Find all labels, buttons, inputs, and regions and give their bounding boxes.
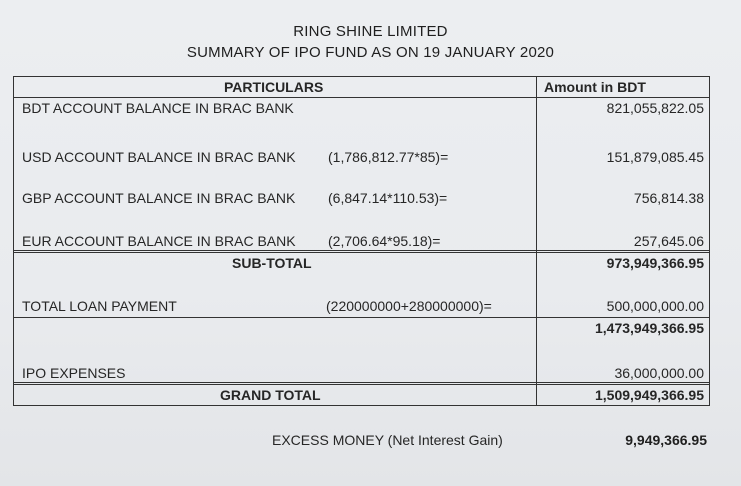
grand-total-divider <box>14 382 709 385</box>
grand-total-amount: 1,509,949,366.95 <box>595 387 704 403</box>
running-total-amount: 1,473,949,366.95 <box>595 320 704 336</box>
row-amount: 151,879,085.45 <box>606 149 704 165</box>
excess-money-label: EXCESS MONEY (Net Interest Gain) <box>272 432 503 448</box>
row-label: USD ACCOUNT BALANCE IN BRAC BANK <box>22 149 296 165</box>
row-label: GBP ACCOUNT BALANCE IN BRAC BANK <box>22 190 296 206</box>
row-amount: 257,645.06 <box>633 233 704 249</box>
header-particulars: PARTICULARS <box>224 79 324 95</box>
row-label: BDT ACCOUNT BALANCE IN BRAC BANK <box>22 100 294 116</box>
row-formula: (2,706.64*95.18)= <box>328 233 441 249</box>
fund-summary-table <box>13 76 710 406</box>
loan-label: TOTAL LOAN PAYMENT <box>22 298 177 314</box>
row-label: EUR ACCOUNT BALANCE IN BRAC BANK <box>22 233 296 249</box>
grand-total-label: GRAND TOTAL <box>220 387 321 403</box>
header-amount: Amount in BDT <box>544 79 646 95</box>
subtotal-label: SUB-TOTAL <box>232 255 312 271</box>
subtotal-divider <box>14 250 709 253</box>
ipo-expenses-amount: 36,000,000.00 <box>614 365 704 381</box>
excess-money-value: 9,949,366.95 <box>625 432 707 448</box>
loan-formula: (220000000+280000000)= <box>326 298 492 314</box>
loan-divider <box>14 317 709 318</box>
loan-amount: 500,000,000.00 <box>606 298 704 314</box>
header-divider <box>14 97 709 98</box>
row-amount: 821,055,822.05 <box>606 100 704 116</box>
subtotal-amount: 973,949,366.95 <box>606 255 704 271</box>
row-amount: 756,814.38 <box>633 190 704 206</box>
company-name: RING SHINE LIMITED <box>293 23 448 40</box>
column-divider <box>536 77 537 405</box>
ipo-expenses-label: IPO EXPENSES <box>22 365 126 381</box>
row-formula: (6,847.14*110.53)= <box>328 190 448 206</box>
row-formula: (1,786,812.77*85)= <box>328 149 449 165</box>
document-title: SUMMARY OF IPO FUND AS ON 19 JANUARY 2020 <box>186 44 555 61</box>
